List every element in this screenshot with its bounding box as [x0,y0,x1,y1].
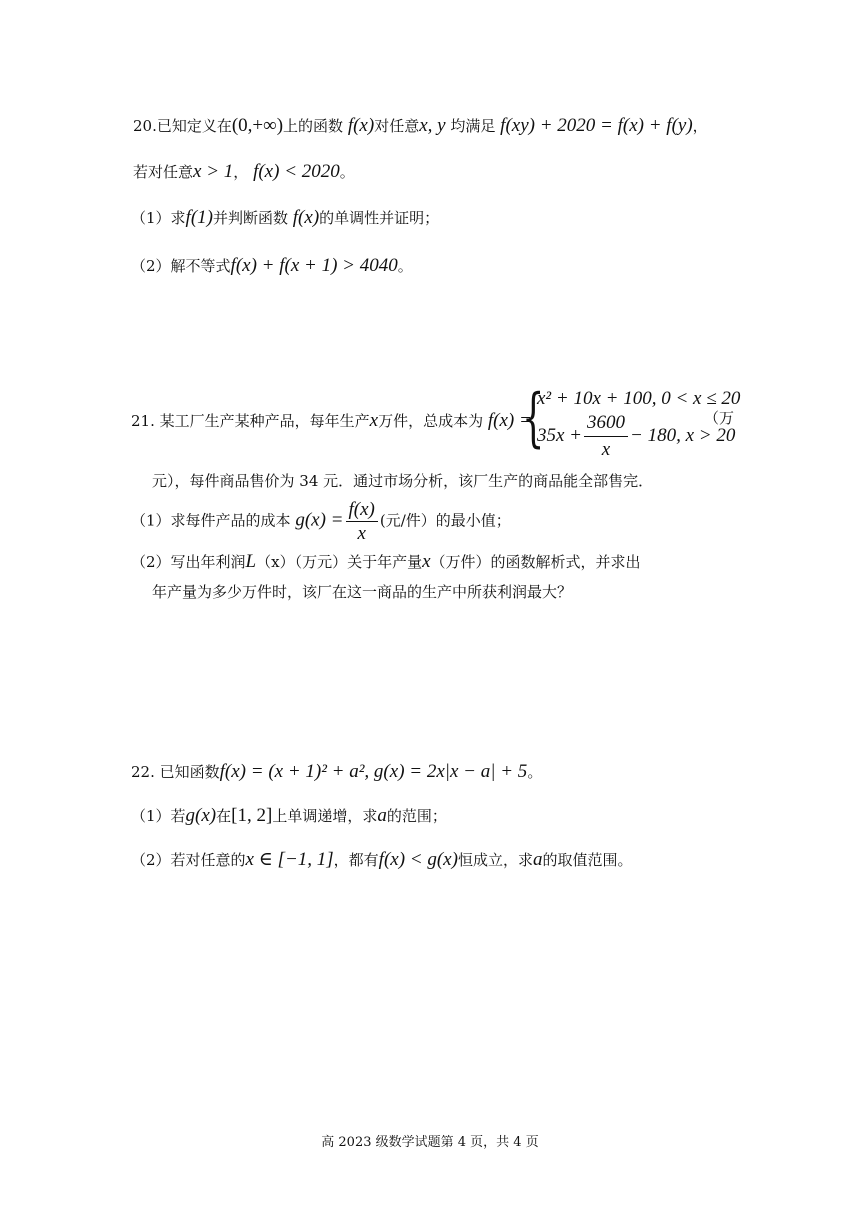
q21-part2-line2: 年产量为多少万件时，该厂在这一商品的生产中所获利润最大？ [152,583,573,601]
fraction: $\frac{3600}{x}$ [584,412,628,461]
q20-part1: （1）求f(1)并判断函数 f(x)的单调性并证明； [131,207,440,228]
q21-line2: 元），每件商品售价为 34 元．通过市场分析，该厂生产的商品能全部售完． [152,472,654,490]
q20-line1: 20.已知定义在(0,+∞)上的函数 f(x)对任意x, y 均满足 f(xy) + 2020 = f(x) + f(y)， [133,115,708,136]
page-footer: 高 2023 级数学试题第 4 页，共 4 页 [321,1135,539,1150]
q20-line2: 若对任意x > 1， f(x) < 2020。 [133,161,355,182]
q20-part2: （2）解不等式f(x) + f(x + 1) > 4040。 [131,255,413,276]
piecewise-case-2: 35x + $\frac{3600}{x}$ − 180, x > 20 [537,412,736,460]
q22-part2: （2）若对任意的x ∈ [−1, 1]，都有f(x) < g(x)恒成立，求a的取值范围。 [131,849,633,870]
piecewise-case-1: x² + 10x + 100, 0 < x ≤ 20 [537,388,741,409]
math: (0,+∞) [231,115,284,136]
q22-intro: 22. 已知函数f(x) = (x + 1)² + a², g(x) = 2x|x − a| + 5。 [131,761,543,782]
q21-part2: （2）写出年利润L（x）（万元）关于年产量x（万件）的函数解析式，并求出 [131,551,641,572]
q22-part1: （1）若g(x)在[1, 2]上单调递增，求a的范围； [131,805,447,826]
fraction: $\frac{f(x)}{x}$ [346,500,378,543]
q21-part1: （1）求每件产品的成本 g(x) = $\frac{f(x)}{x}$ (元/件）的最小值； [131,499,511,544]
q21-intro: 21. 某工厂生产某种产品，每年生产x万件，总成本为 f(x) = [131,410,532,431]
q21-unit-open: （万 [704,409,735,427]
piecewise-brace: { [522,381,545,455]
